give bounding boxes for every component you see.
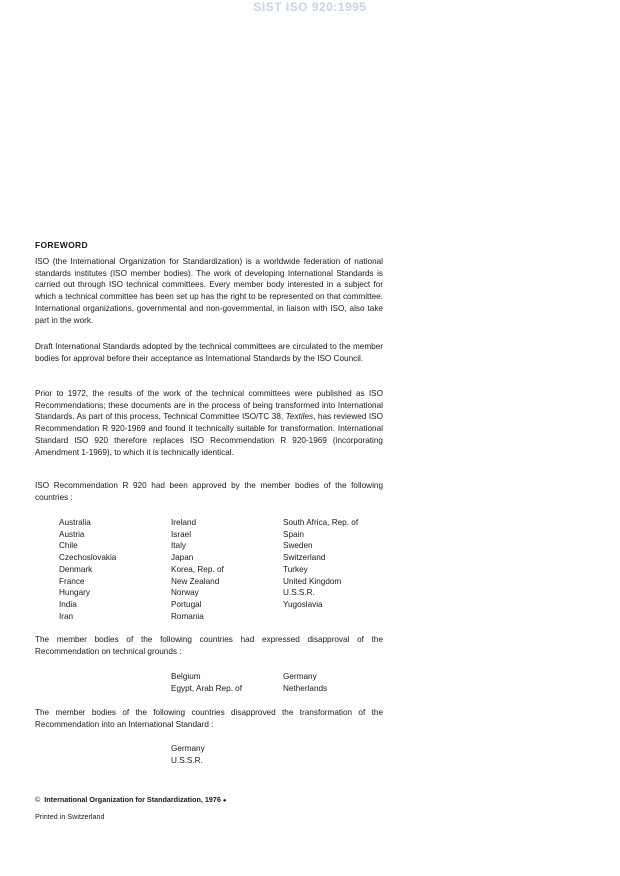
foreword-paragraph-3 bbox=[35, 388, 383, 458]
watermark: SIST ISO 920:1995 bbox=[253, 0, 367, 14]
country-item: Turkey bbox=[283, 564, 308, 574]
country-item: Australia bbox=[59, 518, 91, 527]
country-item: India bbox=[59, 599, 77, 609]
transformation-disapproved-list bbox=[171, 743, 205, 766]
approved-countries-col-1 bbox=[59, 517, 116, 622]
country-item: Norway bbox=[171, 588, 199, 598]
country-item: Austria bbox=[59, 529, 85, 539]
country-item: Netherlands bbox=[283, 683, 328, 693]
country-item: Israel bbox=[171, 529, 192, 539]
disapproval-countries-col-1 bbox=[171, 671, 242, 694]
country-item: Ireland bbox=[171, 518, 197, 527]
country-item: Switzerland bbox=[283, 553, 326, 563]
country-item: United Kingdom bbox=[283, 576, 342, 586]
page-title: FOREWORD bbox=[35, 240, 88, 250]
country-item: Portugal bbox=[171, 599, 202, 609]
paragraph-3-text-a: Prior to 1972, the results of the work of the technical committees were published as ISO Recommendations; these documents are in the process of being transformed into International Standards. As part of this process, Technical Committee ISO/TC 38, bbox=[35, 389, 383, 422]
country-item: Italy bbox=[171, 541, 187, 551]
paragraph-3-text-b: , has reviewed ISO Recommendation R 920-1969 and found it technically suitable for transformation. International Standard ISO 920 therefore replaces ISO Recommendation R 920-1969 (incorporating Amendment 1-1969), to which it is technically identical. bbox=[35, 412, 383, 457]
country-item: Egypt, Arab Rep. of bbox=[171, 683, 243, 693]
country-item: Germany bbox=[283, 672, 317, 681]
country-item: Yugoslavia bbox=[283, 599, 323, 609]
country-item: U.S.S.R. bbox=[283, 588, 315, 598]
country-item: France bbox=[59, 576, 85, 586]
country-item: Iran bbox=[59, 611, 74, 621]
copyright-line bbox=[35, 795, 226, 804]
paragraph-3-emphasis: Textiles bbox=[285, 412, 314, 422]
country-item: Czechoslovakia bbox=[59, 553, 117, 563]
copyright-symbol: © bbox=[35, 795, 41, 804]
foreword-paragraph-5: The member bodies of the following countries had expressed disapproval of the Recommendation on technical grounds : bbox=[35, 635, 383, 656]
country-item: Germany bbox=[171, 744, 205, 753]
country-item: U.S.S.R. bbox=[171, 755, 203, 765]
country-item: Belgium bbox=[171, 672, 201, 681]
foreword-paragraph-4: ISO Recommendation R 920 had been approved by the member bodies of the following countries : bbox=[35, 481, 383, 502]
country-item: Hungary bbox=[59, 588, 90, 598]
country-item: South Africa, Rep. of bbox=[283, 518, 359, 527]
country-item: Japan bbox=[171, 553, 194, 563]
country-item: New Zealand bbox=[171, 576, 220, 586]
disapproval-countries-col-2 bbox=[283, 671, 327, 694]
country-item: Korea, Rep. of bbox=[171, 564, 224, 574]
approved-countries-col-2 bbox=[171, 517, 224, 622]
country-item: Denmark bbox=[59, 564, 93, 574]
country-item: Sweden bbox=[283, 541, 313, 551]
foreword-paragraph-2: Draft International Standards adopted by the technical committees are circulated to the member bodies for approval before their acceptance as International Standards by the ISO Council. bbox=[35, 342, 383, 363]
country-item: Romania bbox=[171, 611, 204, 621]
foreword-paragraph-1: ISO (the International Organization for Standardization) is a worldwide federation of national standards institutes (ISO member bodies). The work of developing International Standards is carried out through ISO technical committees. Every member body interested in a subject for which a technical committee has been set up has the right to be represented on that committee. International organizations, governmental and non-governmental, in liaison with ISO, also take part in the work. bbox=[35, 257, 383, 325]
foreword-paragraph-6: The member bodies of the following countries disapproved the transformation of the Recommendation into an International Standard : bbox=[35, 708, 383, 729]
copyright-text: International Organization for Standardization, 1976 bbox=[44, 795, 221, 804]
printed-in: Printed in Switzerland bbox=[35, 812, 105, 821]
approved-countries-col-3 bbox=[283, 517, 358, 611]
country-item: Spain bbox=[283, 529, 304, 539]
bullet-icon: ● bbox=[222, 798, 227, 804]
country-item: Chile bbox=[59, 541, 78, 551]
